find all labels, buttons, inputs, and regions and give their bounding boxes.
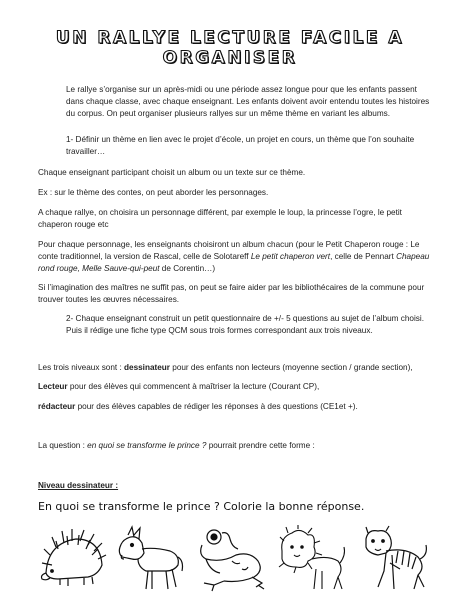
step-2: 2- Chaque enseignant construit un petit questionnaire de +/- 5 questions au sujet de l’album choisi. Puis il rédige une fiche type QCM sous trois formes correspondant aux trois niveaux. xyxy=(66,314,424,336)
niveau-dessinateur-label: dessinateur xyxy=(124,363,170,372)
niveaux-intro-text: Les trois niveaux sont : xyxy=(38,363,125,372)
question-italic: en quoi se transforme le prince ? xyxy=(87,441,207,450)
niveau-redacteur-label: rédacteur xyxy=(38,402,76,411)
personnage-text-2: , celle de Pennart xyxy=(330,252,397,262)
personnage-text-1: Pour chaque personnage, les enseignants choisiront un album chacun (pour le Petit Chaperon rouge : Le conte traditionnel, la version de Rascal, celle de Solotareff xyxy=(38,240,420,262)
tiger-icon[interactable] xyxy=(356,525,430,593)
question-paragraph xyxy=(38,440,430,452)
donkey-icon[interactable] xyxy=(114,525,186,593)
imagination-paragraph: Si l’imagination des maîtres ne suffit pas, on peut se faire aider par les bibliothécaires de la commune pour trouver toutes les œuvres nécessaires. xyxy=(38,283,425,305)
page-title: UN RALLYE LECTURE FACILE A ORGANISER xyxy=(55,28,405,68)
niveau-redacteur-text: pour des élèves capables de rédiger les réponses à des questions (CE1et +). xyxy=(75,402,358,411)
lion-icon[interactable] xyxy=(276,525,348,593)
book-titles-pennart: Chapeau rond rouge, Melle Sauve-qui-peut xyxy=(38,252,430,274)
book-title-vert: Le petit chaperon vert xyxy=(250,252,331,262)
personnage-text-3: de Corentin…) xyxy=(159,264,216,274)
niveaux-intro xyxy=(38,362,430,374)
rallye-paragraph: A chaque rallye, on choisira un personnage différent, par exemple le loup, la princesse l’ogre, le petit chaperon rouge etc xyxy=(38,208,402,230)
niveau-redacteur xyxy=(38,401,430,413)
niveau-lecteur-label: Lecteur xyxy=(38,382,68,391)
animal-choices xyxy=(38,525,430,595)
niveau-lecteur xyxy=(38,381,430,393)
personnage-paragraph xyxy=(38,239,430,276)
album-paragraph: Chaque enseignant participant choisit un album ou un texte sur ce thème. xyxy=(38,168,306,177)
frog-icon[interactable] xyxy=(192,525,268,593)
step-1: 1- Définir un thème en lien avec le projet d’école, un projet en cours, un thème que l’on souhaite travailler… xyxy=(66,135,415,157)
niveau-heading: Niveau dessinateur : xyxy=(38,481,119,490)
intro-paragraph: Le rallye s’organise sur un après-midi ou une période assez longue pour que les enfants passent dans chaque classe, avec chaque enseignant. Les enfants doivent avoir entendu toutes les histoires du corpus. On peut organiser plusieurs rallyes sur un même thème en variant les albums. xyxy=(66,85,430,119)
question-end: pourrait prendre cette forme : xyxy=(206,441,315,450)
example-paragraph: Ex : sur le thème des contes, on peut aborder les personnages. xyxy=(38,188,269,197)
niveau-lecteur-text: pour des élèves qui commencent à maîtriser la lecture (Courant CP), xyxy=(67,382,320,391)
niveau-dessinateur-text: pour des enfants non lecteurs (moyenne section / grande section), xyxy=(169,363,413,372)
question-intro: La question : xyxy=(38,441,88,450)
big-question: En quoi se transforme le prince ? Colorie la bonne réponse. xyxy=(38,500,365,513)
hedgehog-icon[interactable] xyxy=(38,525,108,593)
